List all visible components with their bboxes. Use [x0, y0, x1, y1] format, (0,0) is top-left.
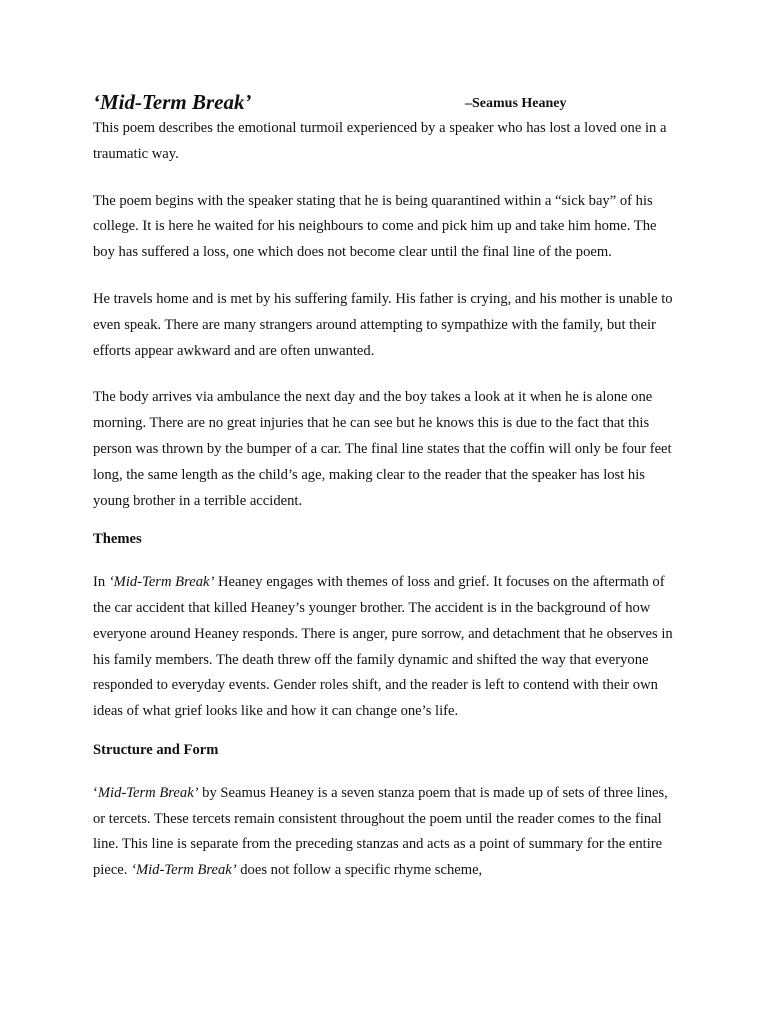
- structure-title-italic-1: Mid-Term Break’: [97, 784, 199, 801]
- poem-author: –Seamus Heaney: [465, 96, 567, 111]
- themes-lead: In: [93, 574, 109, 591]
- summary-paragraph-1: The poem begins with the speaker stating that he is being quarantined within a “sick bay” of his college. It is here he waited for his neighbours to come and pick him up and take him home. The boy has suffered a loss, one which does not become clear until the final line of the poem.: [93, 192, 657, 261]
- themes-title-italic: ‘Mid-Term Break’: [108, 574, 215, 591]
- structure-heading: Structure and Form: [93, 741, 219, 758]
- structure-paragraph: [93, 781, 678, 884]
- structure-quote-open: ‘: [93, 784, 98, 801]
- structure-title-italic-2: ‘Mid-Term Break’: [131, 862, 237, 879]
- structure-body-2: does not follow a specific rhyme scheme,: [236, 862, 483, 879]
- summary-paragraph-3: The body arrives via ambulance the next day and the boy takes a look at it when he is alone one morning. There are no great injuries that he can see but he knows this is due to the fact that this person was thrown by the bumper of a car. The final line states that the coffin will only be four feet long, the same length as the child’s age, making clear to the reader that the speaker has lost his young brother in a terrible accident.: [93, 389, 672, 509]
- structure-body-1: by Seamus Heaney is a seven stanza poem that is made up of sets of three lines, or tercets. These tercets remain consistent throughout the poem until the reader comes to the final line. This line is separate from the preceding stanzas and acts as a point of summary for the entire piece.: [93, 784, 668, 879]
- themes-heading: Themes: [93, 531, 142, 548]
- intro-paragraph: This poem describes the emotional turmoil experienced by a speaker who has lost a loved one in a traumatic way.: [93, 120, 667, 162]
- poem-title: ‘Mid-Term Break’: [93, 90, 252, 114]
- document-page: [93, 88, 678, 884]
- title-row: [93, 88, 678, 116]
- themes-body: Heaney engages with themes of loss and grief. It focuses on the aftermath of the car accident that killed Heaney’s younger brother. The accident is in the background of how everyone around Heaney responds. There is anger, pure sorrow, and detachment that he observes in his family members. The death threw off the family dynamic and shifted the way that everyone responded to everyday events. Gender roles shift, and the reader is left to contend with their own ideas of what grief looks like and how it can change one’s life.: [93, 574, 673, 720]
- themes-paragraph: [93, 570, 678, 725]
- summary-paragraph-2: He travels home and is met by his suffering family. His father is crying, and his mother is unable to even speak. There are many strangers around attempting to sympathize with the family, but their efforts appear awkward and are often unwanted.: [93, 290, 673, 359]
